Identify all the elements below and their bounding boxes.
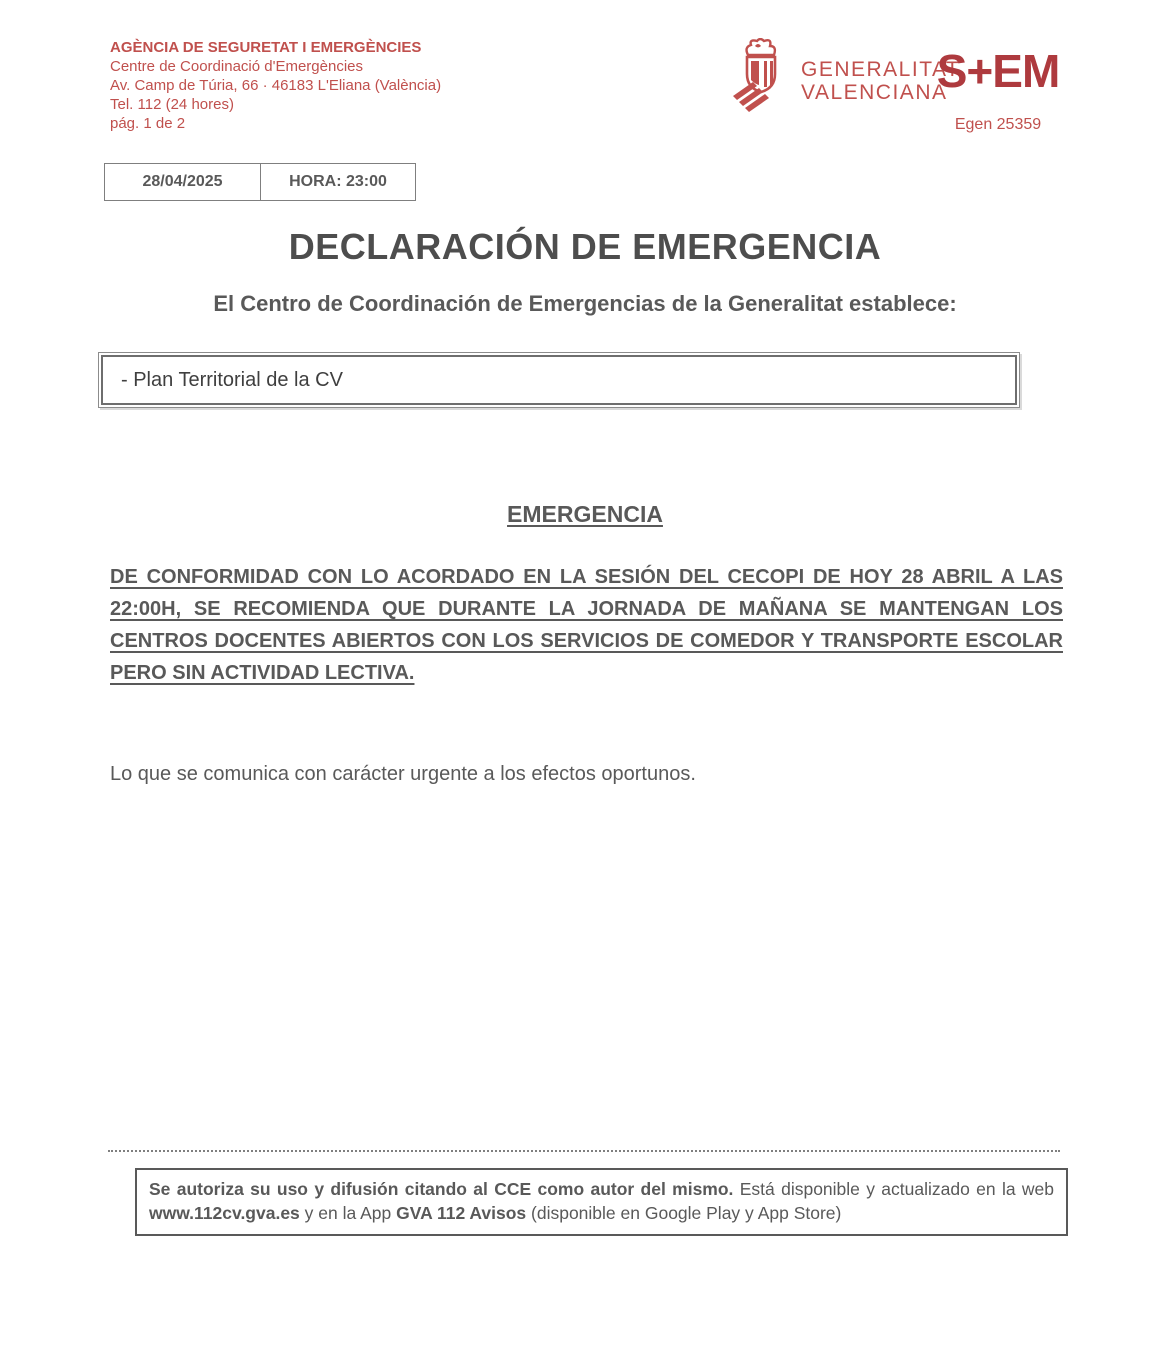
emergency-body-paragraph: DE CONFORMIDAD CON LO ACORDADO EN LA SESIÓN DEL CECOPI DE HOY 28 ABRIL A LAS 22:00H, SE RECOMIENDA QUE DURANTE LA JORNADA DE MAÑANA SE MANTENGAN LOS CENTROS DOCENTES ABIERTOS CON LOS SERVICIOS DE COMEDOR Y TRANSPORTE ESCOLAR PERO SIN ACTIVIDAD LECTIVA. [110,566,1063,684]
generalitat-wordmark-line1: GENERALITAT [801,58,961,81]
datetime-table [104,163,416,201]
time-cell: HORA: 23:00 [260,164,415,200]
egen-code: Egen 25359 [954,116,1042,133]
footer-website: www.112cv.gva.es [149,1203,300,1223]
sem-logo-block [933,45,1063,134]
plan-box-text: - Plan Territorial de la CV [101,355,1017,405]
sem-logo: S+EM [936,45,1060,97]
footer-app-stores: (disponible en Google Play y App Store) [526,1203,842,1223]
footer-app-name: GVA 112 Avisos [396,1203,527,1223]
page-number: pág. 1 de 2 [110,115,186,132]
agency-header [110,38,441,133]
closing-line: Lo que se comunica con carácter urgente a los efectos oportunos. [110,763,696,785]
agency-line-address: Av. Camp de Túria, 66 · 46183 L'Eliana (València) [110,77,442,94]
generalitat-emblem-icon [731,38,787,116]
footer-availability-text: Está disponible y actualizado en la web [733,1179,1054,1199]
generalitat-wordmark-line2: VALENCIANA [801,81,948,104]
date-cell: 28/04/2025 [142,173,223,190]
agency-line-phone: Tel. 112 (24 hores) [110,96,234,113]
plan-box [98,352,1020,408]
generalitat-valenciana-logo [731,38,960,116]
agency-line-centre: Centre de Coordinació d'Emergències [110,58,364,75]
agency-name: AGÈNCIA DE SEGURETAT I EMERGÈNCIES [110,39,422,56]
section-heading-emergencia: EMERGENCIA [507,501,663,527]
authorization-footer [135,1168,1068,1236]
document-subtitle: El Centro de Coordinación de Emergencias de la Generalitat establece: [213,291,957,316]
document-title: DECLARACIÓN DE EMERGENCIA [288,226,882,267]
footer-app-intro: y en la App [299,1203,397,1223]
dotted-separator [108,1150,1060,1152]
footer-authorization-bold: Se autoriza su uso y difusión citando al CCE como autor del mismo. [149,1179,734,1199]
